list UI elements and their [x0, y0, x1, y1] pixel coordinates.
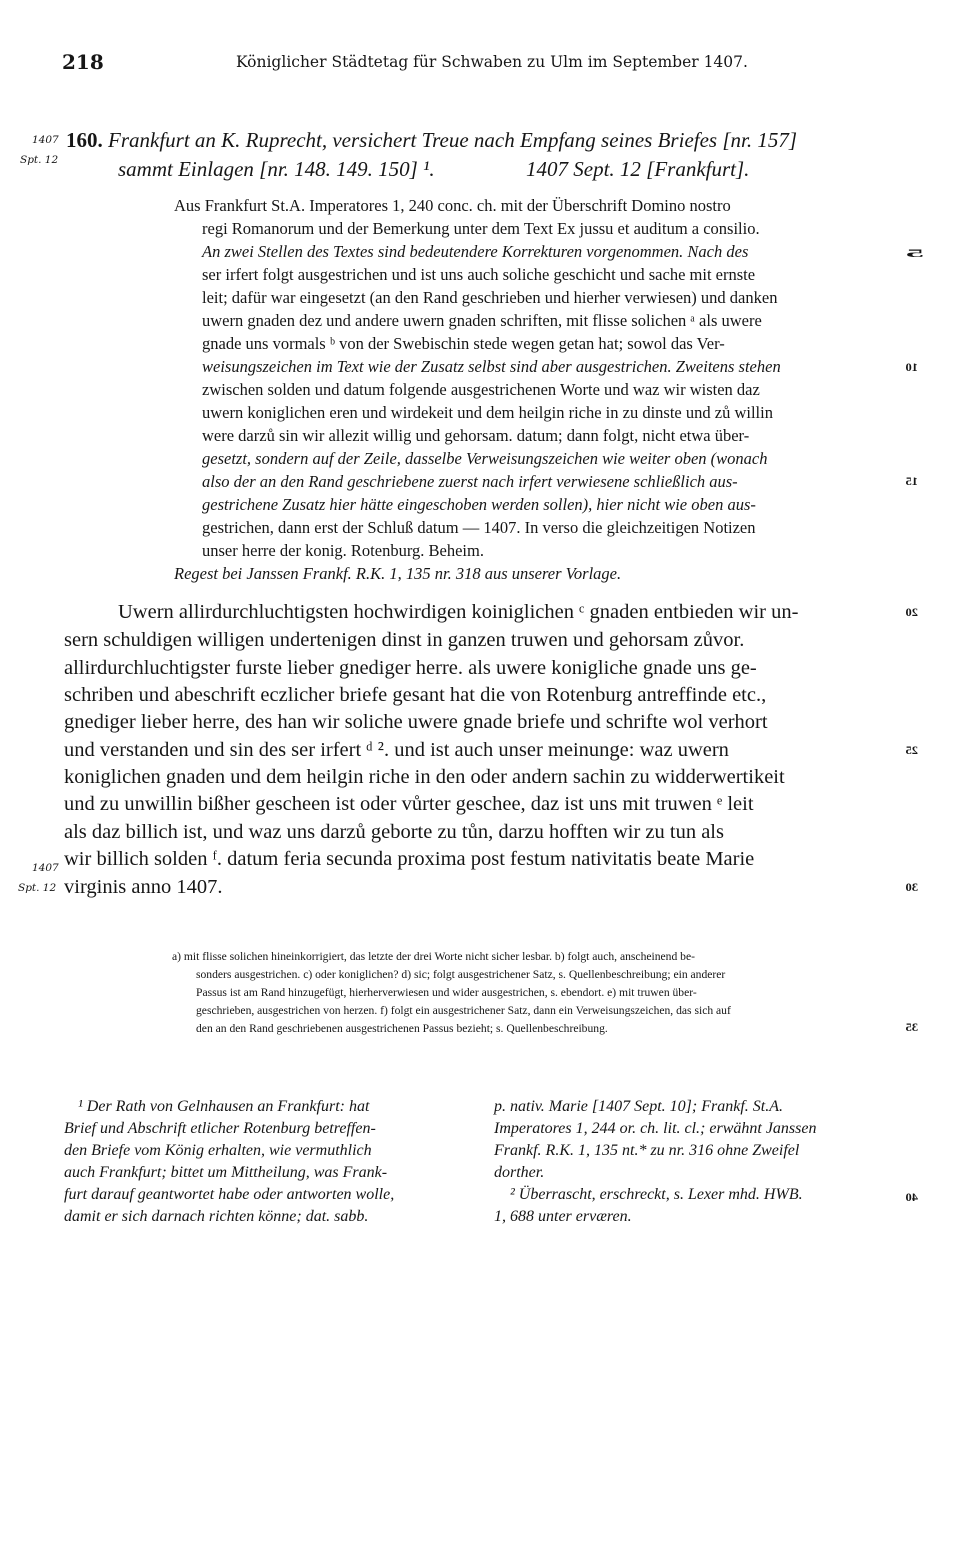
intro-line: gesetzt, sondern auf der Zeile, dasselbe Verweisungszeichen wie weiter oben (wonach [202, 449, 768, 468]
note-left-line: furt darauf geantwortet habe oder antworten wolle, [64, 1186, 395, 1203]
line-number: 25 [905, 745, 918, 757]
heading-text: sammt Einlagen [nr. 148. 149. 150] ¹. [118, 157, 435, 181]
line-number: 10 [905, 362, 918, 374]
note-right-line: p. nativ. Marie [1407 Sept. 10]; Frankf. St.A. [494, 1098, 783, 1115]
intro-line: unser herre der konig. Rotenburg. Beheim. [202, 541, 484, 560]
intro-line: An zwei Stellen des Textes sind bedeutendere Korrekturen vorgenommen. Nach des [202, 242, 749, 261]
intro-line: gestrichen, dann erst der Schluß datum — 1407. In verso die gleichzeitigen Notizen [202, 518, 756, 537]
running-title: Königlicher Städtetag für Schwaben zu Ulm im September 1407. [236, 53, 748, 71]
intro-line: uwern koniglichen eren und wirdekeit und dem heilgin riche in zu dinste und zů willin [202, 403, 773, 422]
intro-line: gnade uns vormals ᵇ von der Swebischin stede wegen getan hat; sowol das Ver- [202, 334, 725, 353]
page-number: 218 [62, 50, 104, 74]
text-line: und zu unwillin bißher gescheen ist oder vůrter geschee, daz ist uns mit truwen ᵉ leit [64, 793, 754, 815]
apparatus-line: a) mit flisse solichen hineinkorrigiert, das letzte der drei Worte nicht sicher lesbar. b) folgt auch, anscheinend be- [172, 950, 695, 963]
document-number: 160. [66, 128, 103, 152]
line-number: 30 [905, 882, 918, 894]
heading-text: Frankfurt an K. Ruprecht, versichert Treue nach Empfang seines Briefes [nr. 157] [108, 128, 798, 152]
intro-line: ser irfert folgt ausgestrichen und ist uns auch soliche geschicht und sache mit ernste [202, 265, 756, 284]
text-line: virginis anno 1407. [64, 876, 223, 898]
margin-date-day: Spt. 12 [20, 154, 59, 166]
text-line: allirdurchluchtigster furste lieber gnediger herre. als uwere konigliche gnade uns ge- [64, 657, 757, 679]
line-number: 5 [905, 248, 924, 260]
heading-date: 1407 Sept. 12 [Frankfurt]. [526, 157, 750, 181]
note-left-line: den Briefe vom König erhalten, wie vermuthlich [64, 1142, 372, 1159]
margin-date-day: Spt. 12 [18, 882, 57, 894]
text-line: wir billich solden ᶠ. datum feria secunda proxima post festum nativitatis beate Marie [64, 848, 755, 870]
document-heading-line [66, 128, 797, 153]
text-line: schriben und abeschrift eczlicher briefe gesant hat die von Rotenburg antreffinde etc., [64, 684, 767, 706]
text-line: gnediger lieber herre, des han wir soliche uwere gnade briefe und schrifte wol verhort [64, 711, 768, 733]
note-right-line: dorther. [494, 1164, 545, 1181]
line-number: 40 [905, 1192, 918, 1204]
regest-line: Regest bei Janssen Frankf. R.K. 1, 135 nr. 318 aus unserer Vorlage. [174, 564, 622, 583]
intro-line: leit; dafür war eingesetzt (an den Rand geschrieben und hierher verwiesen) und danken [202, 288, 778, 307]
note-right-line: Imperatores 1, 244 or. ch. lit. cl.; erwähnt Janssen [494, 1120, 817, 1137]
apparatus-line: den an den Rand geschriebenen ausgestrichenen Passus bezieht; s. Quellenbeschreibung. [196, 1022, 608, 1035]
note-left-line: Brief und Abschrift etlicher Rotenburg betreffen- [64, 1120, 376, 1137]
text-line: koniglichen gnaden und dem heilgin riche in den oder andern sachin zu widderwertikeit [64, 766, 785, 788]
intro-line: weisungszeichen im Text wie der Zusatz selbst sind aber ausgestrichen. Zweitens stehen [202, 357, 781, 376]
apparatus-line: sonders ausgestrichen. c) oder koniglichen? d) sic; folgt ausgestrichener Satz, s. Quellenbeschreibung; ein anderer [196, 968, 726, 981]
intro-line: regi Romanorum und der Bemerkung unter dem Text Ex jussu et auditum a consilio. [202, 219, 760, 238]
intro-line: Aus Frankfurt St.A. Imperatores 1, 240 conc. ch. mit der Überschrift Domino nostro [174, 196, 731, 215]
intro-line: uwern gnaden dez und andere uwern gnaden schriften, mit flisse solichen ᵃ als uwere [202, 311, 762, 330]
note-left-line: auch Frankfurt; bittet um Mittheilung, was Frank- [64, 1164, 388, 1181]
intro-line: gestrichene Zusatz hier hätte eingeschoben werden sollen), hier nicht wie oben aus- [202, 495, 756, 514]
text-line: als daz billich ist, und waz uns darzů geborte zu tůn, darzu hofften wir zu tun als [64, 821, 724, 843]
note-right-line: ² Überrascht, erschreckt, s. Lexer mhd. HWB. [510, 1186, 803, 1203]
intro-line: also der an den Rand geschriebene zuerst nach irfert verwiesene schließlich aus- [202, 472, 738, 491]
margin-date-year: 1407 [32, 862, 59, 874]
note-right-line: Frankf. R.K. 1, 135 nt.* zu nr. 316 ohne Zweifel [494, 1142, 800, 1159]
note-right-line: 1, 688 unter erværen. [494, 1208, 632, 1225]
text-line: und verstanden und sin des ser irfert ᵈ ². und ist auch unser meinunge: waz uwern [64, 739, 729, 761]
intro-line: zwischen solden und datum folgende ausgestrichenen Worte und waz wir wisten daz [202, 380, 760, 399]
note-left-line: damit er sich darnach richten könne; dat. sabb. [64, 1208, 369, 1225]
line-number: 20 [905, 607, 918, 619]
margin-date-year: 1407 [32, 134, 59, 146]
note-left-line: ¹ Der Rath von Gelnhausen an Frankfurt: hat [78, 1098, 370, 1115]
text-line: sern schuldigen willigen undertenigen dinst in ganzen truwen und gehorsam zůvor. [64, 629, 745, 651]
apparatus-line: geschrieben, ausgestrichen von herzen. f) folgt ein ausgestrichener Satz, dann ein Verweisungszeichen, das sich auf [196, 1004, 731, 1017]
line-number: 15 [905, 476, 918, 488]
intro-line: were darzů sin wir allezit willig und gehorsam. datum; dann folgt, nicht etwa über- [202, 426, 750, 445]
line-number: 35 [905, 1022, 918, 1034]
text-line: Uwern allirdurchluchtigsten hochwirdigen koiniglichen ᶜ gnaden entbieden wir un- [118, 601, 799, 623]
apparatus-line: Passus ist am Rand hinzugefügt, hierherverwiesen und wider ausgestrichen, s. ebendort. e) mit truwen über- [196, 986, 697, 999]
